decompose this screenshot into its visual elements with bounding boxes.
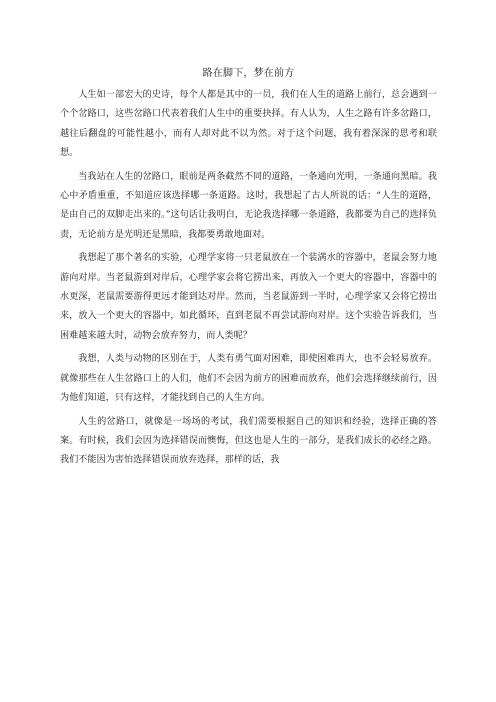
document-page: [60, 64, 437, 475]
paragraph-2: 当我站在人生的岔路口，眼前是两条截然不同的道路，一条通向光明，一条通向黑暗。我心中矛盾重重，不知道应该选择哪一条道路。这时，我想起了古人所说的话：“人生的道路，是由自己的双脚走出来的。”这句话让我明白，无论我选择哪一条道路，我都要为自己的选择负责，无论前方是光明还是黑暗，我都要勇敢地面对。: [60, 171, 437, 240]
paragraph-1: 人生如一部宏大的史诗，每个人都是其中的一员，我们在人生的道路上前行，总会遇到一个个岔路口，这些岔路口代表着我们人生中的重要抉择。有人认为，人生之路有许多岔路口，越往后翻盘的可能性越小，而有人却对此不以为然。对于这个问题，我有着深深的思考和联想。: [60, 90, 437, 159]
paragraph-5: 人生的岔路口，就像是一场场的考试，我们需要根据自己的知识和经验，选择正确的答案。有时候，我们会因为选择错误而懊悔，但这也是人生的一部分，是我们成长的必经之路。我们不能因为害怕选择错误而放弃选择，那样的话，我: [60, 416, 437, 466]
document-title: 路在脚下，梦在前方: [202, 68, 295, 79]
paragraph-3: 我想起了那个著名的实验，心理学家将一只老鼠放在一个装满水的容器中，老鼠会努力地游向对岸。当老鼠游到对岸后，心理学家会将它捞出来，再放入一个更大的容器中，容器中的水更深，老鼠需要游得更远才能到达对岸。然而，当老鼠游到一半时，心理学家又会将它捞出来，放入一个更大的容器中，如此循环，直到老鼠不再尝试游向对岸。这个实验告诉我们，当困难越来越大时，动物会放弃努力，而人类呢？: [60, 253, 437, 341]
paragraph-4: 我想，人类与动物的区别在于，人类有勇气面对困难，即使困难再大，也不会轻易放弃。就像那些在人生岔路口上的人们，他们不会因为前方的困难而放弃，他们会选择继续前行，因为他们知道，只有这样，才能找到自己的人生方向。: [60, 354, 437, 404]
